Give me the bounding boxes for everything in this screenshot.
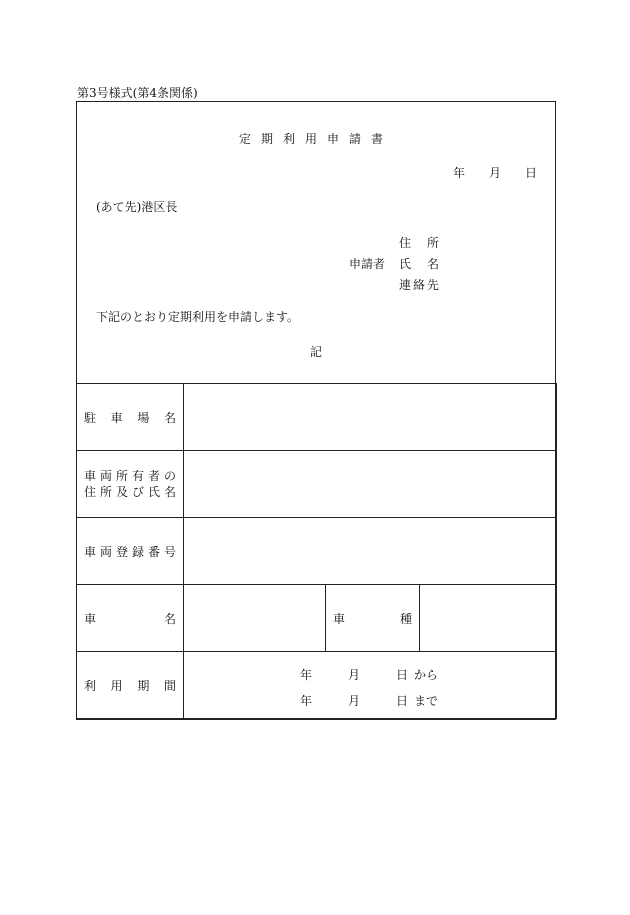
registration-row bbox=[77, 518, 557, 585]
contact-label: 連絡先 bbox=[399, 278, 439, 292]
date-day-label: 日 bbox=[524, 166, 537, 180]
applicant-role-label: 申請者 bbox=[349, 257, 386, 271]
owner-field[interactable] bbox=[184, 451, 557, 518]
registration-field[interactable] bbox=[184, 518, 557, 585]
period-from-month: 月 bbox=[348, 668, 361, 682]
parking-name-field[interactable] bbox=[184, 384, 557, 451]
name-label: 氏名 bbox=[399, 257, 439, 271]
period-row bbox=[77, 652, 557, 719]
registration-label: 車両登録番号 bbox=[84, 544, 176, 559]
car-name-label: 車名 bbox=[84, 611, 176, 626]
form-title: 定期利用申請書 bbox=[238, 132, 393, 146]
date-year-label: 年 bbox=[452, 166, 465, 180]
car-type-label: 車種 bbox=[333, 611, 412, 626]
car-type-field[interactable] bbox=[420, 585, 557, 652]
address-label: 住所 bbox=[399, 236, 439, 250]
period-label-cell bbox=[77, 652, 184, 719]
period-to-year: 年 bbox=[300, 694, 313, 708]
form-header bbox=[77, 102, 555, 383]
addressee: (あて先)港区長 bbox=[96, 200, 178, 214]
period-to-month: 月 bbox=[348, 694, 361, 708]
ki-heading: 記 bbox=[309, 345, 322, 359]
period-from-year: 年 bbox=[300, 668, 313, 682]
car-type-label-cell bbox=[326, 585, 420, 652]
period-to-suffix: まで bbox=[414, 694, 439, 708]
parking-name-row bbox=[77, 384, 557, 451]
period-from-suffix: から bbox=[414, 668, 439, 682]
applicant-address-row bbox=[349, 233, 439, 254]
applicant-contact-row bbox=[349, 275, 439, 296]
period-label: 利用期間 bbox=[84, 678, 176, 693]
owner-label-cell bbox=[77, 451, 184, 518]
applicant-block bbox=[349, 233, 439, 296]
period-to-day: 日 bbox=[396, 694, 409, 708]
car-name-field[interactable] bbox=[184, 585, 326, 652]
parking-name-label-cell bbox=[77, 384, 184, 451]
car-name-label-cell bbox=[77, 585, 184, 652]
form-number: 第3号様式(第4条関係) bbox=[77, 86, 198, 100]
application-date bbox=[453, 164, 537, 181]
owner-row bbox=[77, 451, 557, 518]
details-table bbox=[76, 383, 557, 719]
period-from-day: 日 bbox=[396, 668, 409, 682]
application-form bbox=[76, 101, 556, 720]
car-row bbox=[77, 585, 557, 652]
period-from bbox=[300, 666, 438, 683]
owner-label-line2: 住所及び氏名 bbox=[84, 485, 176, 499]
request-statement: 下記のとおり定期利用を申請します。 bbox=[96, 310, 300, 324]
period-field[interactable] bbox=[184, 652, 557, 719]
date-month-label: 月 bbox=[488, 166, 501, 180]
owner-label-line1: 車両所有者の bbox=[84, 469, 176, 483]
applicant-name-row bbox=[349, 254, 439, 275]
parking-name-label: 駐車場名 bbox=[84, 410, 176, 425]
period-to bbox=[300, 692, 438, 709]
registration-label-cell bbox=[77, 518, 184, 585]
